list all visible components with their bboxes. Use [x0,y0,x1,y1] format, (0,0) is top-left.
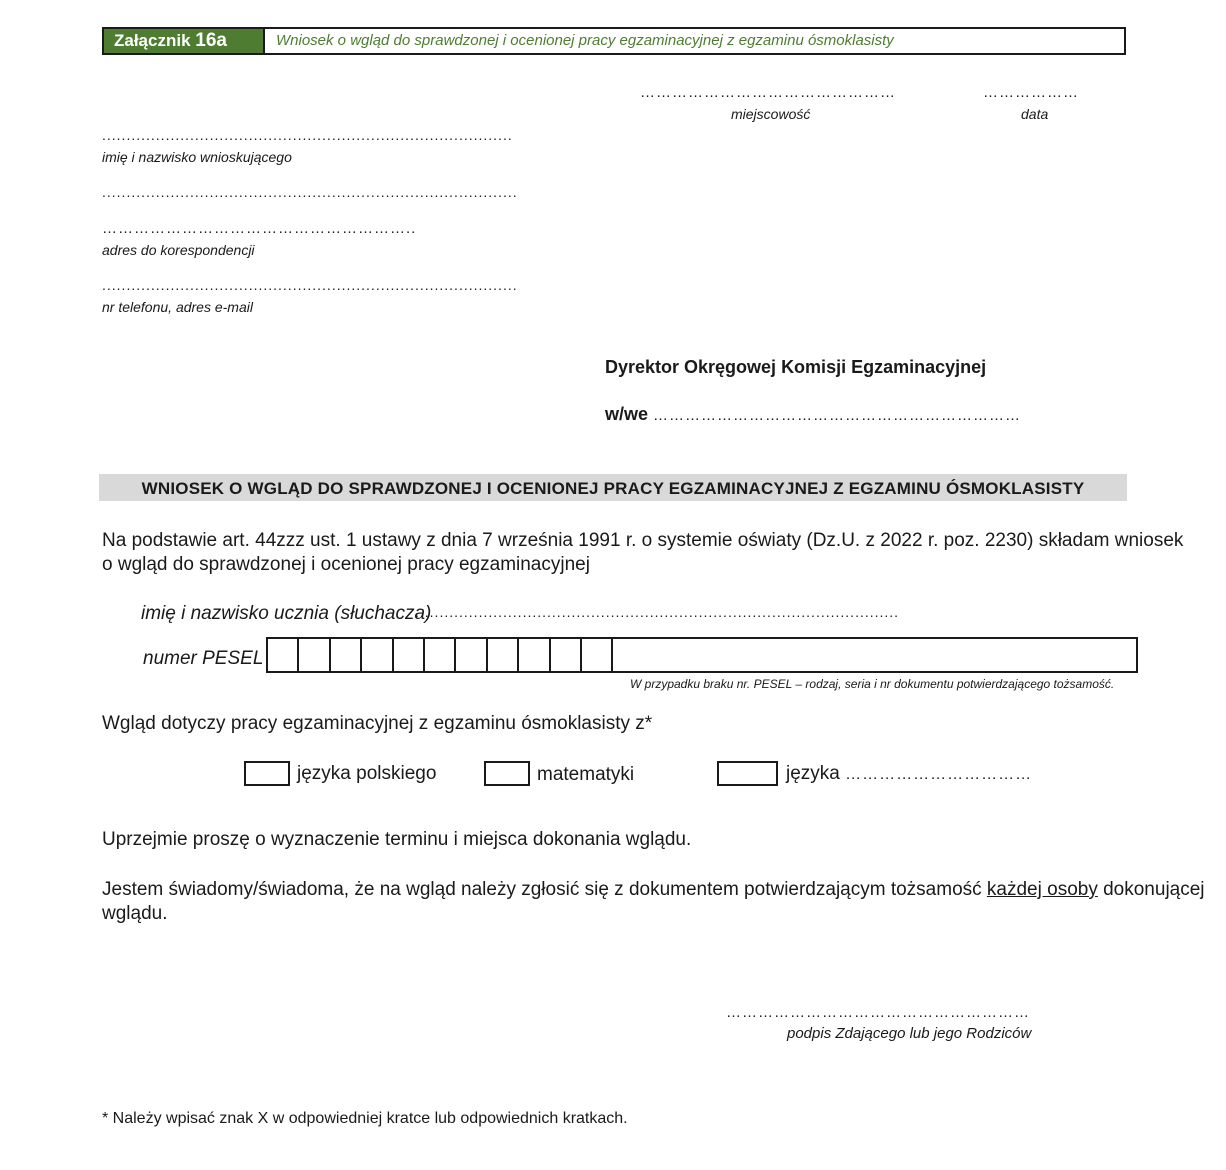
applicant-name-label: imię i nazwisko wnioskującego [102,149,292,165]
applicant-name-field[interactable]: .................................................................................... [102,127,513,143]
pesel-digit-cell[interactable] [331,639,362,671]
attachment-tag-prefix: Załącznik [114,31,196,50]
contact-field[interactable]: ..................................................................................... [102,277,518,293]
awareness-text-end: dokonującej [1097,879,1205,900]
place-label: miejscowość [731,106,811,122]
pesel-digit-cell[interactable] [551,639,582,671]
address-field-1[interactable]: ..................................................................................... [102,184,518,200]
pesel-digit-cell[interactable] [299,639,330,671]
subjects-question: Wgląd dotyczy pracy egzaminacyjnej z egzaminu ósmoklasisty z* [102,713,653,734]
pesel-digit-cell[interactable] [394,639,425,671]
intro-line-1: Na podstawie art. 44zzz ust. 1 ustawy z dnia 7 września 1991 r. o systemie oświaty (Dz.U. z 2022 r. poz. 2230) składam wniosek [102,530,1184,551]
student-name-label: imię i nazwisko ucznia (słuchacza) [141,603,432,624]
foreign-language-checkbox[interactable] [717,761,778,786]
foreign-language-option [786,762,1032,787]
pesel-digit-cell[interactable] [268,639,299,671]
address-label: adres do korespondencji [102,242,255,258]
signature-field[interactable]: ………………………………………………… [726,1004,1030,1021]
attachment-subtitle: Wniosek o wgląd do sprawdzonej i ocenionej pracy egzaminacyjnej z egzaminu ósmoklasisty [276,32,894,49]
attachment-header [102,27,1126,55]
address-field-2[interactable]: ………………………………………………….. [102,220,417,237]
form-title: WNIOSEK O WGLĄD DO SPRAWDZONEJ I OCENIONEJ PRACY EGZAMINACYJNEJ Z EGZAMINU ÓSMOKLASISTY [99,474,1127,501]
alternative-document-field[interactable] [613,639,1136,671]
math-label: matematyki [537,764,635,785]
recipient-field[interactable]: …………………………………………………………… [653,407,1022,424]
date-label: data [1021,106,1049,122]
awareness-line-1 [102,878,1205,902]
attachment-tag [104,29,265,53]
pesel-digit-cell[interactable] [425,639,456,671]
pesel-digit-cell[interactable] [519,639,550,671]
awareness-line-2: wglądu. [102,903,168,924]
polish-label: języka polskiego [297,763,437,784]
request-text: Uprzejmie proszę o wyznaczenie terminu i miejsca dokonania wglądu. [102,829,692,850]
foreign-language-label: języka [786,763,840,784]
pesel-note: W przypadku braku nr. PESEL – rodzaj, seria i nr dokumentu potwierdzającego tożsamość. [630,677,1115,691]
recipient-title: Dyrektor Okręgowej Komisji Egzaminacyjnej [605,357,987,377]
pesel-digit-cell[interactable] [488,639,519,671]
pesel-digit-cell[interactable] [582,639,613,671]
date-field[interactable]: ……………… [983,84,1079,101]
pesel-digit-cell[interactable] [456,639,487,671]
footnote: * Należy wpisać znak X w odpowiedniej kratce lub odpowiednich kratkach. [102,1110,628,1127]
pesel-label: numer PESEL [143,648,264,669]
pesel-grid[interactable] [266,637,1138,673]
recipient-line [605,404,1021,425]
student-name-field[interactable]: ................................................................................................... [415,604,900,620]
attachment-number: 16a [195,30,227,51]
intro-line-2: o wgląd do sprawdzonej i ocenionej pracy egzaminacyjnej [102,554,590,575]
polish-checkbox[interactable] [244,761,290,786]
recipient-prefix: w/we [605,404,649,424]
place-field[interactable]: ………………………………………… [640,84,896,101]
pesel-digit-cell[interactable] [362,639,393,671]
awareness-text: Jestem świadomy/świadoma, że na wgląd należy zgłosić się z dokumentem potwierdzającym tożsamość [102,879,987,900]
foreign-language-field[interactable]: …………………………… [845,766,1033,783]
awareness-underlined: każdej osoby [986,879,1098,900]
signature-label: podpis Zdającego lub jego Rodziców [787,1025,1032,1042]
math-checkbox[interactable] [484,761,530,786]
contact-label: nr telefonu, adres e-mail [102,299,253,315]
